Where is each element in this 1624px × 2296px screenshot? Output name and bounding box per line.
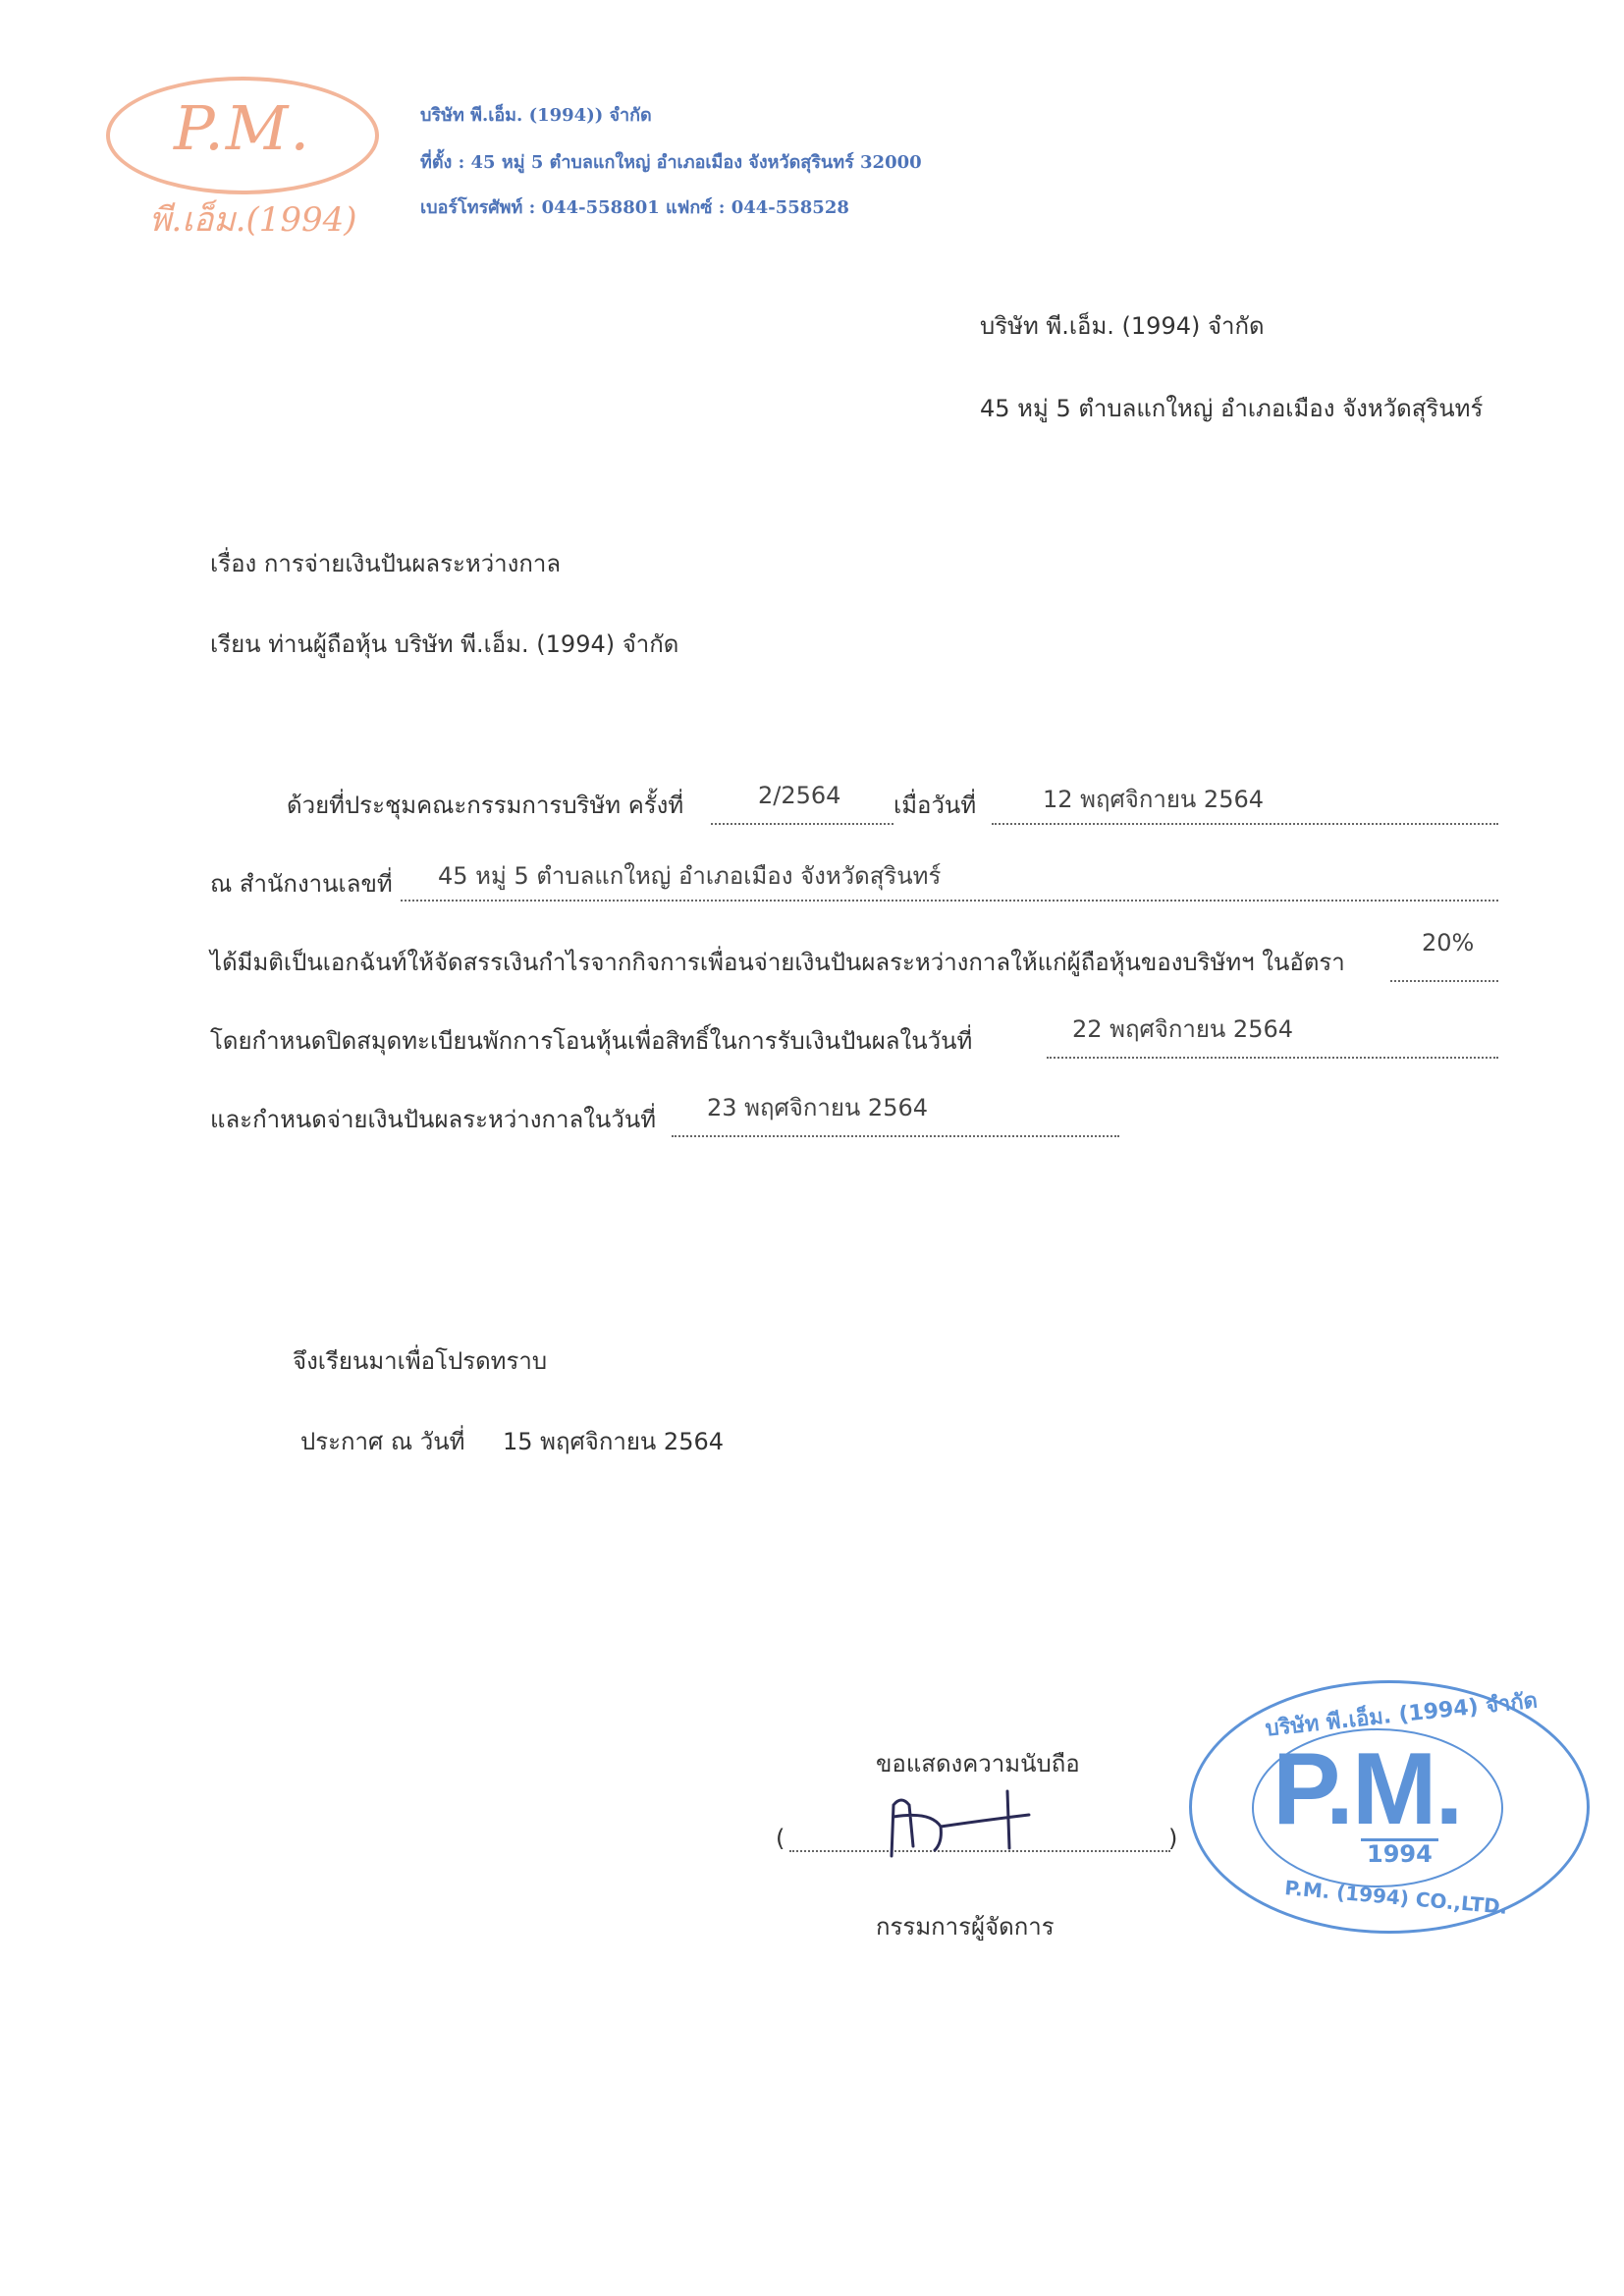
- payment-date-value: 23 พฤศจิกายน 2564: [707, 1094, 928, 1121]
- book-close-date-value: 22 พฤศจิกายน 2564: [1072, 1015, 1293, 1043]
- body-line4-prefix: โดยกำหนดปิดสมุดทะเบียนพักการโอนหุ้นเพื่อสิทธิ์ในการรับเงินปันผลในวันที่: [210, 1027, 973, 1055]
- body-line5-prefix: และกำหนดจ่ายเงินปันผลระหว่างกาลในวันที่: [210, 1106, 657, 1133]
- letterhead-phone: เบอร์โทรศัพท์ : 044-558801 แฟกซ์ : 044-558528: [420, 197, 849, 218]
- sender-address: 45 หมู่ 5 ตำบลแกใหญ่ อำเภอเมือง จังหวัดสุรินทร์: [980, 395, 1484, 422]
- body-line2-prefix: ณ สำนักงานเลขที่: [210, 870, 393, 898]
- logo-text: P.M.: [173, 92, 312, 164]
- sign-open-paren: (: [776, 1825, 785, 1852]
- sender-company: บริษัท พี.เอ็ม. (1994) จำกัด: [980, 312, 1265, 340]
- signer-position: กรรมการผู้จัดการ: [876, 1913, 1055, 1941]
- body-line1-mid: เมื่อวันที่: [893, 792, 977, 819]
- rate-value: 20%: [1422, 929, 1475, 957]
- company-logo: [98, 77, 393, 244]
- recipient-line: เรียน ท่านผู้ถือหุ้น บริษัท พี.เอ็ม. (1994) จำกัด: [210, 630, 679, 658]
- stamp-center-text: P.M.: [1272, 1732, 1462, 1846]
- sign-close-paren: ): [1168, 1825, 1178, 1852]
- announce-label: ประกาศ ณ วันที่: [300, 1428, 465, 1455]
- stamp-bottom-text: P.M. (1994) CO.,LTD.: [1283, 1876, 1509, 1919]
- stamp-top-text: บริษัท พี.เอ็ม. (1994) จำกัด: [1264, 1688, 1540, 1742]
- office-address-value: 45 หมู่ 5 ตำบลแกใหญ่ อำเภอเมือง จังหวัดสุรินทร์: [438, 862, 942, 890]
- letterhead-address: ที่ตั้ง : 45 หมู่ 5 ตำบลแกใหญ่ อำเภอเมือง จังหวัดสุรินทร์ 32000: [420, 152, 922, 173]
- payment-date-field: [672, 1096, 1119, 1137]
- closing-regards: ขอแสดงความนับถือ: [876, 1750, 1080, 1777]
- closing-inform: จึงเรียนมาเพื่อโปรดทราบ: [293, 1347, 548, 1375]
- body-line1-prefix: ด้วยที่ประชุมคณะกรรมการบริษัท ครั้งที่: [287, 792, 684, 819]
- meeting-date-value: 12 พฤศจิกายน 2564: [1043, 786, 1264, 813]
- body-line3-prefix: ได้มีมติเป็นเอกฉันท์ให้จัดสรรเงินกำไรจากกิจการเพื่อนจ่ายเงินปันผลระหว่างกาลให้แก่ผู้ถือหุ้นของบริษัทฯ ในอัตรา: [210, 949, 1345, 976]
- letterhead-company: บริษัท พี.เอ็ม. (1994)) จำกัด: [420, 105, 652, 126]
- meeting-no-field: [711, 784, 893, 825]
- office-address-field: [401, 860, 1498, 902]
- meeting-date-field: [992, 784, 1498, 825]
- logo-subtext: พี.เอ็ม.(1994): [149, 200, 357, 240]
- signature-mark: [872, 1777, 1039, 1866]
- book-close-date-field: [1047, 1017, 1498, 1059]
- announce-date: 15 พฤศจิกายน 2564: [503, 1428, 724, 1455]
- rate-field: [1390, 929, 1498, 982]
- meeting-no-value: 2/2564: [758, 782, 841, 809]
- stamp-year-text: 1994: [1361, 1838, 1438, 1867]
- subject-line: เรื่อง การจ่ายเงินปันผลระหว่างกาล: [210, 550, 562, 577]
